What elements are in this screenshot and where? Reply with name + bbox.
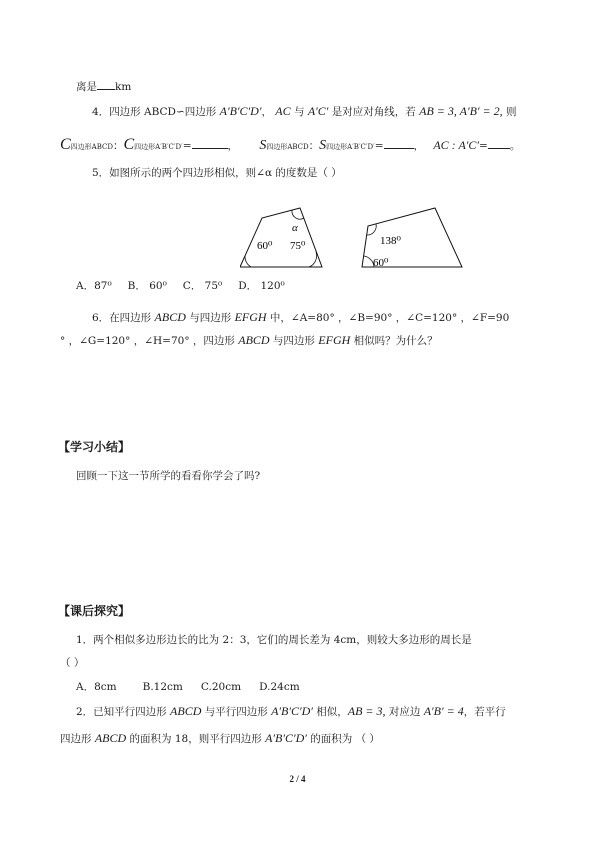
summary-heading: 【学习小结】 bbox=[58, 440, 131, 454]
diagonal-ratio: AC : A′C′ bbox=[433, 138, 480, 152]
q6-text-2: 与四边形 bbox=[185, 312, 235, 324]
perimeter-sub-abcd: 四边形ABCD bbox=[70, 143, 113, 151]
page-number: 2 / 4 bbox=[289, 774, 306, 784]
left-quadrilateral bbox=[240, 208, 322, 267]
area-sub-prime: 四边形A′B′C′D′ bbox=[326, 143, 375, 151]
explore-q2-text-7: 的面积为 18，则平行四边形 bbox=[126, 733, 266, 745]
area-symbol-2: S bbox=[319, 138, 327, 153]
answer-blank-diagonal[interactable] bbox=[488, 138, 510, 149]
ratio-colon: ： bbox=[112, 140, 124, 152]
explore-q1-option-b[interactable]: B.12cm bbox=[142, 681, 183, 693]
q5-option-a[interactable]: A．87⁰ bbox=[76, 280, 112, 292]
explore-q2-text-3: 相似， bbox=[312, 706, 348, 718]
q4-text-3: 与 bbox=[290, 106, 308, 118]
explore-q2-text-4: 对应边 bbox=[385, 706, 424, 718]
q5-options bbox=[76, 279, 285, 293]
left-angle-60-label: 60⁰ bbox=[257, 240, 273, 252]
comma: ， bbox=[227, 140, 238, 152]
answer-blank-area[interactable] bbox=[384, 138, 414, 149]
right-angle-138-label: 138⁰ bbox=[380, 235, 401, 247]
area-sub-abcd: 四边形ABCD bbox=[266, 143, 309, 151]
period: 。 bbox=[509, 140, 521, 152]
perimeter-symbol-2: C bbox=[123, 136, 135, 153]
right-angle-60-label: 60⁰ bbox=[373, 257, 389, 269]
question-6-line-1 bbox=[92, 310, 509, 325]
area-symbol: S bbox=[259, 138, 267, 153]
answer-blank-perimeter[interactable] bbox=[192, 138, 228, 149]
q4-number: 4． bbox=[92, 106, 110, 118]
question-4 bbox=[92, 104, 517, 119]
explore-q1-option-c[interactable]: C.20cm bbox=[200, 681, 242, 693]
question-5 bbox=[92, 166, 342, 180]
explore-q1-options bbox=[76, 680, 300, 694]
explore-heading: 【课后探究】 bbox=[58, 604, 131, 618]
q4-condition: AB = 3, A′B′ = 2, bbox=[419, 104, 503, 118]
explore-q2-abcd-2: ABCD bbox=[94, 731, 127, 745]
explore-q1-paren: （ ） bbox=[60, 657, 85, 669]
q5-option-c[interactable]: C． 75⁰ bbox=[182, 280, 223, 292]
explore-q1-option-d[interactable]: D.24cm bbox=[259, 681, 300, 693]
q3-unit: km bbox=[115, 81, 132, 93]
explore-q2-line-2 bbox=[60, 731, 380, 746]
q4-text-1: 四边形 ABCD∽四边形 bbox=[109, 106, 220, 118]
equals: = bbox=[182, 140, 192, 152]
q6-text-3: 中，∠A=80° ，∠B=90° ，∠C=120° ，∠F=90 bbox=[266, 312, 510, 324]
similar-quadrilaterals-figure bbox=[240, 204, 470, 274]
explore-q2-prime: A′B′C′D′ bbox=[271, 704, 313, 718]
q4-ac-prime: A′C′ bbox=[307, 104, 329, 118]
left-angle-arc-60 bbox=[245, 256, 251, 267]
explore-q2-text-6: 四边形 bbox=[60, 733, 95, 745]
explore-q1 bbox=[76, 633, 472, 647]
q4-text-5: 则 bbox=[502, 106, 517, 118]
q4-ac: AC bbox=[275, 104, 291, 118]
explore-q1-text: 1．两个相似多边形边长的比为 2：3，它们的周长差为 4cm，则较大多边形的周长是 bbox=[76, 634, 472, 646]
summary-text: 回顾一下这一节所学的看看你学会了吗? bbox=[76, 470, 261, 482]
perimeter-symbol: C bbox=[60, 136, 71, 153]
explore-q2-text-8: 的面积为 （ ） bbox=[306, 733, 380, 745]
q4-text-4: 是对应对角线，若 bbox=[328, 106, 420, 118]
question-6-line-2 bbox=[60, 333, 438, 348]
equals-2: = bbox=[374, 140, 384, 152]
explore-q1-option-a[interactable]: A．8cm bbox=[76, 681, 117, 693]
q4-prime-quad: A′B′C′D′ bbox=[219, 104, 262, 118]
explore-q2-cond2: A′B′ = 4 bbox=[423, 704, 464, 718]
left-angle-arc-75 bbox=[309, 252, 317, 267]
q6-efgh-2: EFGH bbox=[318, 333, 351, 347]
question-4-ratios bbox=[60, 136, 520, 156]
explore-q2-text-5: ，若平行 bbox=[463, 706, 506, 718]
explore-q2-text-2: 与平行四边形 bbox=[201, 706, 272, 718]
q5-option-b[interactable]: B． 60⁰ bbox=[127, 280, 167, 292]
explore-q2-prime-2: A′B′C′D′ bbox=[265, 731, 307, 745]
explore-q2-abcd: ABCD bbox=[170, 704, 202, 718]
equals-3: = bbox=[479, 140, 488, 152]
q6-text-4: ° ，∠G=120° ，∠H=70° ，四边形 bbox=[60, 335, 239, 347]
q6-text-6: 相似吗？为什么？ bbox=[350, 335, 438, 347]
q5-option-d[interactable]: D． 120⁰ bbox=[238, 280, 285, 292]
perimeter-sub-prime: 四边形A′B′C′D′ bbox=[134, 143, 183, 151]
q3-tail bbox=[76, 79, 131, 94]
ratio-colon-2: ： bbox=[308, 140, 320, 152]
explore-q2-line-1 bbox=[76, 704, 506, 719]
alpha-label: α bbox=[292, 222, 298, 234]
q6-abcd-2: ABCD bbox=[238, 333, 270, 347]
q6-text-1: 6．在四边形 bbox=[92, 312, 155, 324]
q4-text-2: ， bbox=[261, 106, 272, 118]
q6-abcd: ABCD bbox=[154, 310, 186, 324]
q3-blank bbox=[97, 79, 115, 90]
explore-q2-cond: AB = 3, bbox=[347, 704, 386, 718]
q6-efgh: EFGH bbox=[234, 310, 267, 324]
q5-text: 5．如图所示的两个四边形相似，则∠α 的度数是（ ） bbox=[92, 167, 342, 179]
q6-text-5: 与四边形 bbox=[269, 335, 319, 347]
comma-2: ， bbox=[413, 140, 424, 152]
q3-prefix: 离是 bbox=[76, 81, 97, 93]
left-angle-75-label: 75⁰ bbox=[290, 240, 306, 252]
explore-q2-text-1: 2．已知平行四边形 bbox=[76, 706, 171, 718]
